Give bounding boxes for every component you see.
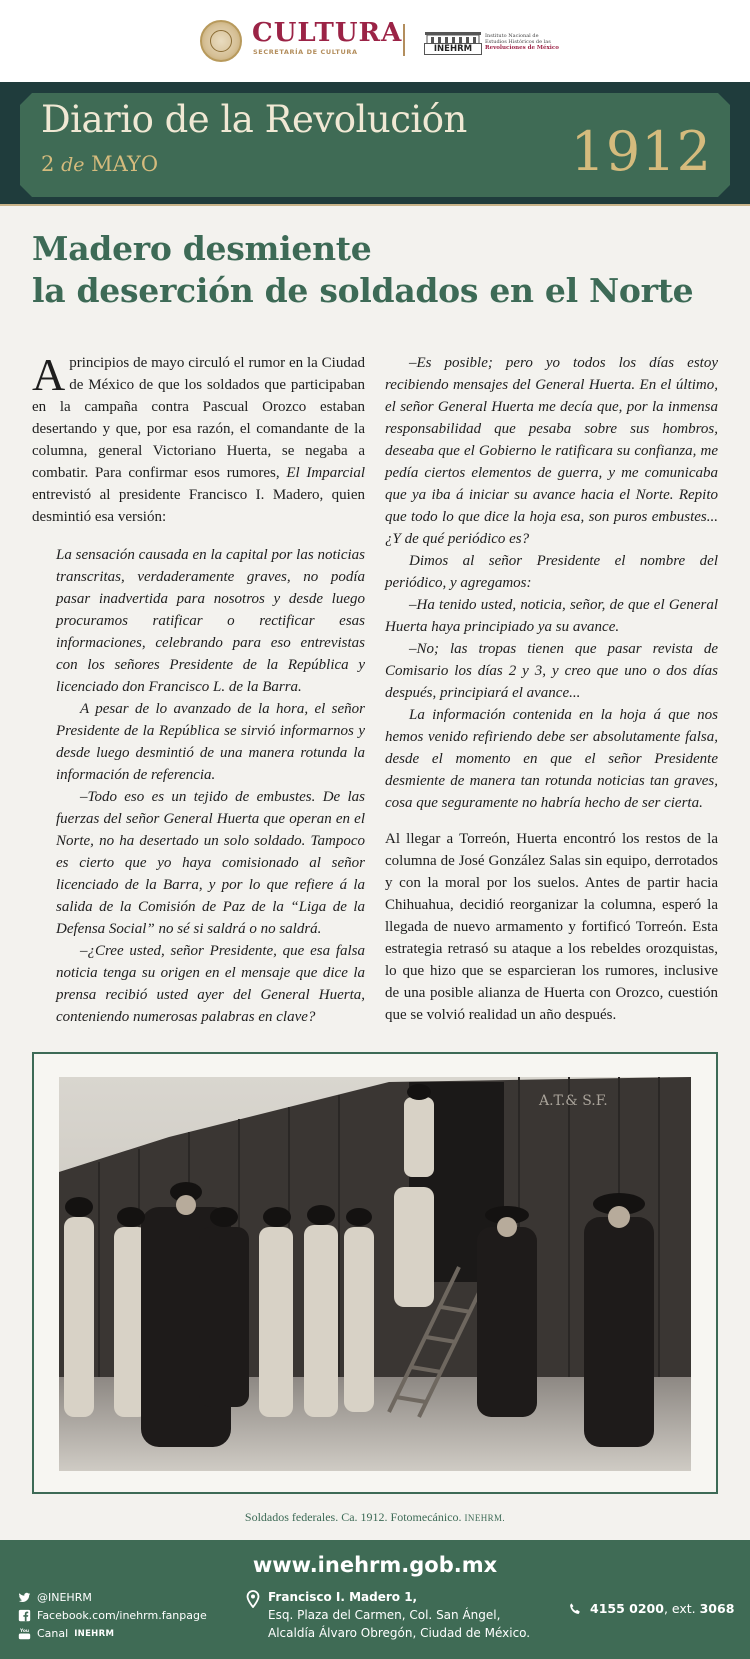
soldiers-boarding-train-image — [59, 1077, 691, 1471]
twitter-icon — [18, 1591, 31, 1604]
page-title: Diario de la Revolución — [41, 98, 467, 141]
phone-extension: 3068 — [699, 1601, 735, 1616]
closing-column — [385, 828, 718, 1026]
article-title-line-2: la deserción de soldados en el Norte — [32, 271, 694, 310]
issue-year: 1912 — [570, 120, 712, 183]
cultura-logo-text: CULTURA — [252, 18, 403, 48]
quote-paragraph: –¿Cree usted, señor Presidente, que esa falsa noticia tenga su origen en el mensaje que dice la prensa recibió usted ayer del General Huerta, conteniendo numerosas palabras en clave? — [56, 943, 365, 1025]
logo-divider — [403, 24, 405, 56]
issue-de: de — [61, 154, 85, 176]
article-title-line-1: Madero desmiente — [32, 229, 372, 268]
address-line-3: Alcaldía Álvaro Obregón, Ciudad de México. — [268, 1626, 531, 1640]
closing-paragraph: Al llegar a Torreón, Huerta encontró los restos de la columna de José González Salas sin equipo, derrotados y con la moral por los suelos. Antes de partir hacia Chihuahua, decidió reorganizar la columna, esperó la llegada de nuevo armamento y fortificó Torreón. Esta estrategia retrasó su ataque a los rebeldes orozquistas, lo que hizo que se esparcieran los rumores, inclusive de una posible alianza de Huerta con Orozco, cuestión que se volvió realidad un año después. — [385, 831, 718, 1023]
interview-quote-left — [32, 544, 365, 1028]
article-title — [32, 228, 722, 312]
address-line-2: Esq. Plaza del Carmen, Col. San Ángel, — [268, 1608, 501, 1622]
quote-paragraph: A pesar de lo avanzado de la hora, el señor Presidente de la República se sirvió informarnos y desde luego desmintió de una manera rotunda la información de referencia. — [56, 701, 365, 783]
photo-caption-credit: INEHRM. — [464, 1513, 506, 1523]
youtube-channel-name: INEHRM — [74, 1628, 115, 1639]
issue-date — [41, 152, 158, 176]
issue-day: 2 — [41, 152, 55, 176]
quote-paragraph: Dimos al señor Presidente el nombre del periódico, y agregamos: — [385, 553, 718, 591]
phone-contact[interactable] — [568, 1601, 734, 1616]
facebook-link[interactable] — [18, 1609, 207, 1622]
quote-paragraph: –Es posible; pero yo todos los días estoy recibiendo mensajes del General Huerta. En el último, el señor General Huerta me decía que, por la inmensa responsabilidad que pesaba sobre sus hombros, deseaba que el Gobierno le ratificara su confianza, me pedía ciertos elementos de guerra, y me comunicaba que ya iba á iniciar su avance hacia el Norte. Repito que todo lo que dice la hoja esa, son puros embustes... ¿Y de qué periódico es? — [385, 355, 718, 547]
website-link[interactable]: www.inehrm.gob.mx — [252, 1553, 498, 1577]
article-column-left — [32, 349, 365, 1028]
location-pin-icon — [246, 1590, 260, 1608]
phone-ext-label: , ext. — [663, 1601, 700, 1616]
facebook-icon — [18, 1609, 31, 1622]
photo-frame — [32, 1052, 718, 1494]
cultura-subtitle: SECRETARÍA DE CULTURA — [253, 48, 358, 56]
lead-paragraph — [32, 349, 365, 528]
youtube-icon — [18, 1627, 31, 1640]
facebook-page: Facebook.com/inehrm.fanpage — [37, 1609, 207, 1622]
historical-photo — [59, 1077, 691, 1471]
quote-paragraph: –Ha tenido usted, noticia, señor, de que el General Huerta haya principiado ya su avance. — [385, 597, 718, 635]
mexico-seal-icon — [200, 20, 242, 62]
address-block — [268, 1588, 548, 1642]
phone-number: 4155 0200 — [590, 1601, 664, 1616]
inehrm-line-1: Instituto Nacional de — [485, 33, 539, 39]
photo-caption — [0, 1510, 750, 1525]
twitter-link[interactable] — [18, 1591, 92, 1604]
quote-paragraph: –Todo eso es un tejido de embustes. De las fuerzas del señor General Huerta que operan en el Norte, no ha desertado un solo soldado. Tampoco es cierto que yo haya comisionado al señor licenciado de la Barra, y por lo que refiere á la salida de la Comisión de Paz de la “Liga de la Defensa Social” no sé si saldrá o no saldrá. — [56, 789, 365, 937]
logo-bar — [0, 0, 750, 82]
issue-month: MAYO — [91, 152, 159, 176]
lead-newspaper-name: El Imparcial — [286, 465, 365, 481]
railcar-marking: A.T.& S.F. — [539, 1093, 608, 1109]
interview-quote-right — [385, 352, 718, 814]
inehrm-line-2: Estudios Históricos de las — [485, 39, 551, 45]
youtube-link[interactable] — [18, 1627, 114, 1640]
lead-text-2: entrevistó al presidente Francisco I. Madero, quien desmintió esa versión: — [32, 487, 365, 525]
lead-text-1: Aprincipios de mayo circuló el rumor en la Ciudad de México de que los soldados que participaban en la campaña contra Pascual Orozco estaban desertando y que, por esa razón, el comandante de la columna, general Victoriano Huerta, se negaba a combatir. Para confirmar esos rumores, — [32, 349, 365, 481]
inehrm-logo-text: INEHRM — [424, 43, 482, 55]
twitter-handle: @INEHRM — [37, 1591, 92, 1604]
phone-icon — [568, 1602, 582, 1616]
inehrm-line-3: Revoluciones de México — [485, 45, 559, 51]
article-column-right — [385, 352, 718, 814]
svg-text:You: You — [20, 1628, 30, 1634]
photo-caption-text: Soldados federales. Ca. 1912. Fotomecánico. — [244, 1510, 462, 1524]
quote-paragraph: –No; las tropas tienen que pasar revista de Comisario los días 2 y 3, y creo que uno o dos días después, principiará el avance... — [385, 641, 718, 701]
youtube-channel: Canal — [37, 1627, 69, 1640]
quote-paragraph: La sensación causada en la capital por las noticias transcritas, verdaderamente graves, no podía pasar inadvertida para nosotros y desde luego procuramos ratificar o rectificar esas informaciones, celebrando para eso entrevistas con los señores Presidente de la República y licenciado don Francisco L. de la Barra. — [56, 547, 365, 695]
quote-paragraph: La información contenida en la hoja á que nos hemos venido refiriendo debe ser absolutamente falsa, desde el momento en que el señor Presidente desmiente de manera tan rotunda noticias tan graves, cosa que seguramente no habría hecho de ser cierta. — [385, 707, 718, 811]
address-street: Francisco I. Madero 1, — [268, 1590, 418, 1604]
